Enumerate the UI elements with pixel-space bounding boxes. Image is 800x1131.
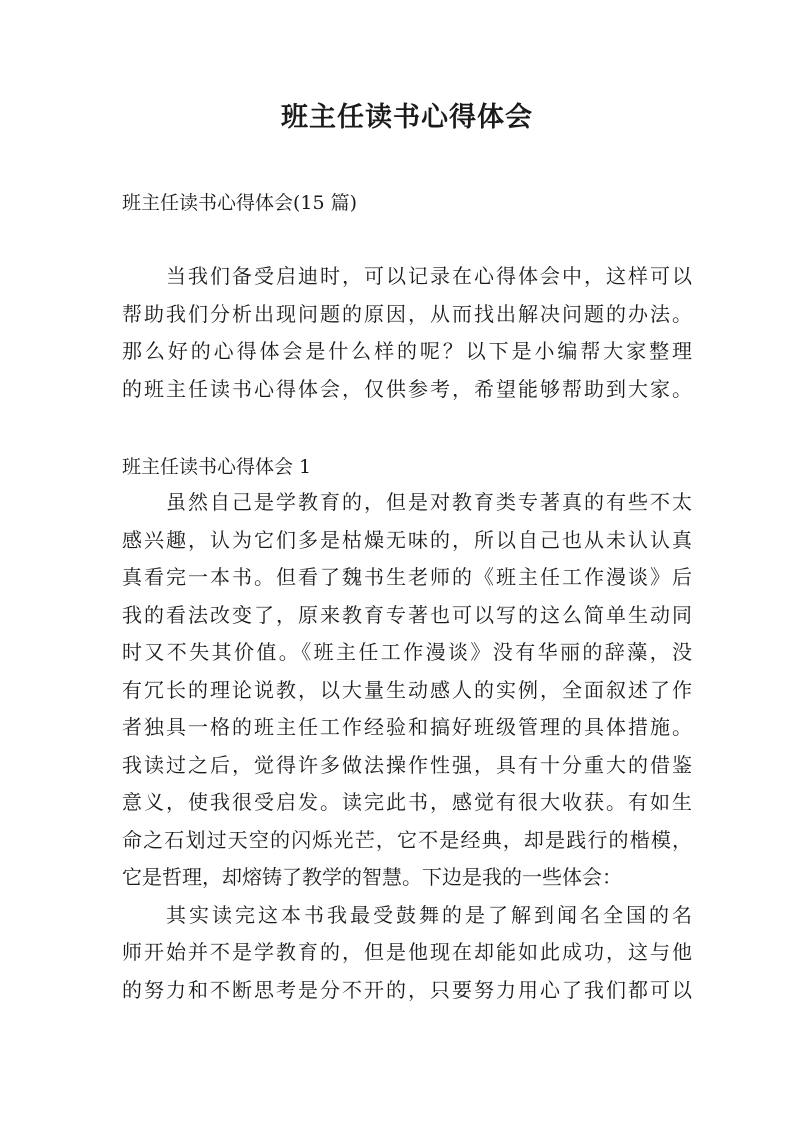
body-line: 虽然自己是学教育的，但是对教育类专著真的有些不太 <box>166 490 692 514</box>
section-body <box>122 484 692 1009</box>
intro-line: 当我们备受启迪时，可以记录在心得体会中，这样可以 <box>166 264 692 288</box>
body-line: 有冗长的理论说教，以大量生动感人的实例，全面叙述了作 <box>122 677 692 702</box>
body-line: 感兴趣，认为它们多是枯燥无味的，所以自己也从未认认真 <box>122 527 692 552</box>
intro-line: 的班主任读书心得体会，仅供参考，希望能够帮助到大家。 <box>122 376 692 401</box>
document-subtitle: 班主任读书心得体会(15 篇) <box>122 192 358 214</box>
body-line: 的努力和不断思考是分不开的，只要努力用心了我们都可以 <box>122 977 692 1002</box>
body-line: 师开始并不是学教育的，但是他现在却能如此成功，这与他 <box>122 940 692 964</box>
document-title: 班主任读书心得体会 <box>281 102 533 133</box>
intro-line: 那么好的心得体会是什么样的呢？以下是小编帮大家整理 <box>122 339 692 363</box>
intro-line: 帮助我们分析出现问题的原因，从而找出解决问题的办法。 <box>122 301 692 326</box>
body-line: 真看完一本书。但看了魏书生老师的《班主任工作漫谈》后 <box>122 565 692 589</box>
body-line: 我的看法改变了，原来教育专著也可以写的这么简单生动同 <box>122 602 692 627</box>
section-heading: 班主任读书心得体会 1 <box>122 456 312 478</box>
body-line: 命之石划过天空的闪烁光芒，它不是经典，却是践行的楷模， <box>122 827 692 852</box>
body-line: 它是哲理，却熔铸了教学的智慧。下边是我的一些体会： <box>122 865 622 889</box>
body-line: 其实读完这本书我最受鼓舞的是了解到闻名全国的名 <box>166 902 692 927</box>
body-line: 时又不失其价值。《班主任工作漫谈》没有华丽的辞藻，没 <box>122 640 692 664</box>
intro-paragraph <box>122 258 692 408</box>
body-line: 意义，使我很受启发。读完此书，感觉有很大收获。有如生 <box>122 790 692 814</box>
body-line: 者独具一格的班主任工作经验和搞好班级管理的具体措施。 <box>122 715 692 739</box>
body-line: 我读过之后，觉得许多做法操作性强，具有十分重大的借鉴 <box>122 752 692 777</box>
